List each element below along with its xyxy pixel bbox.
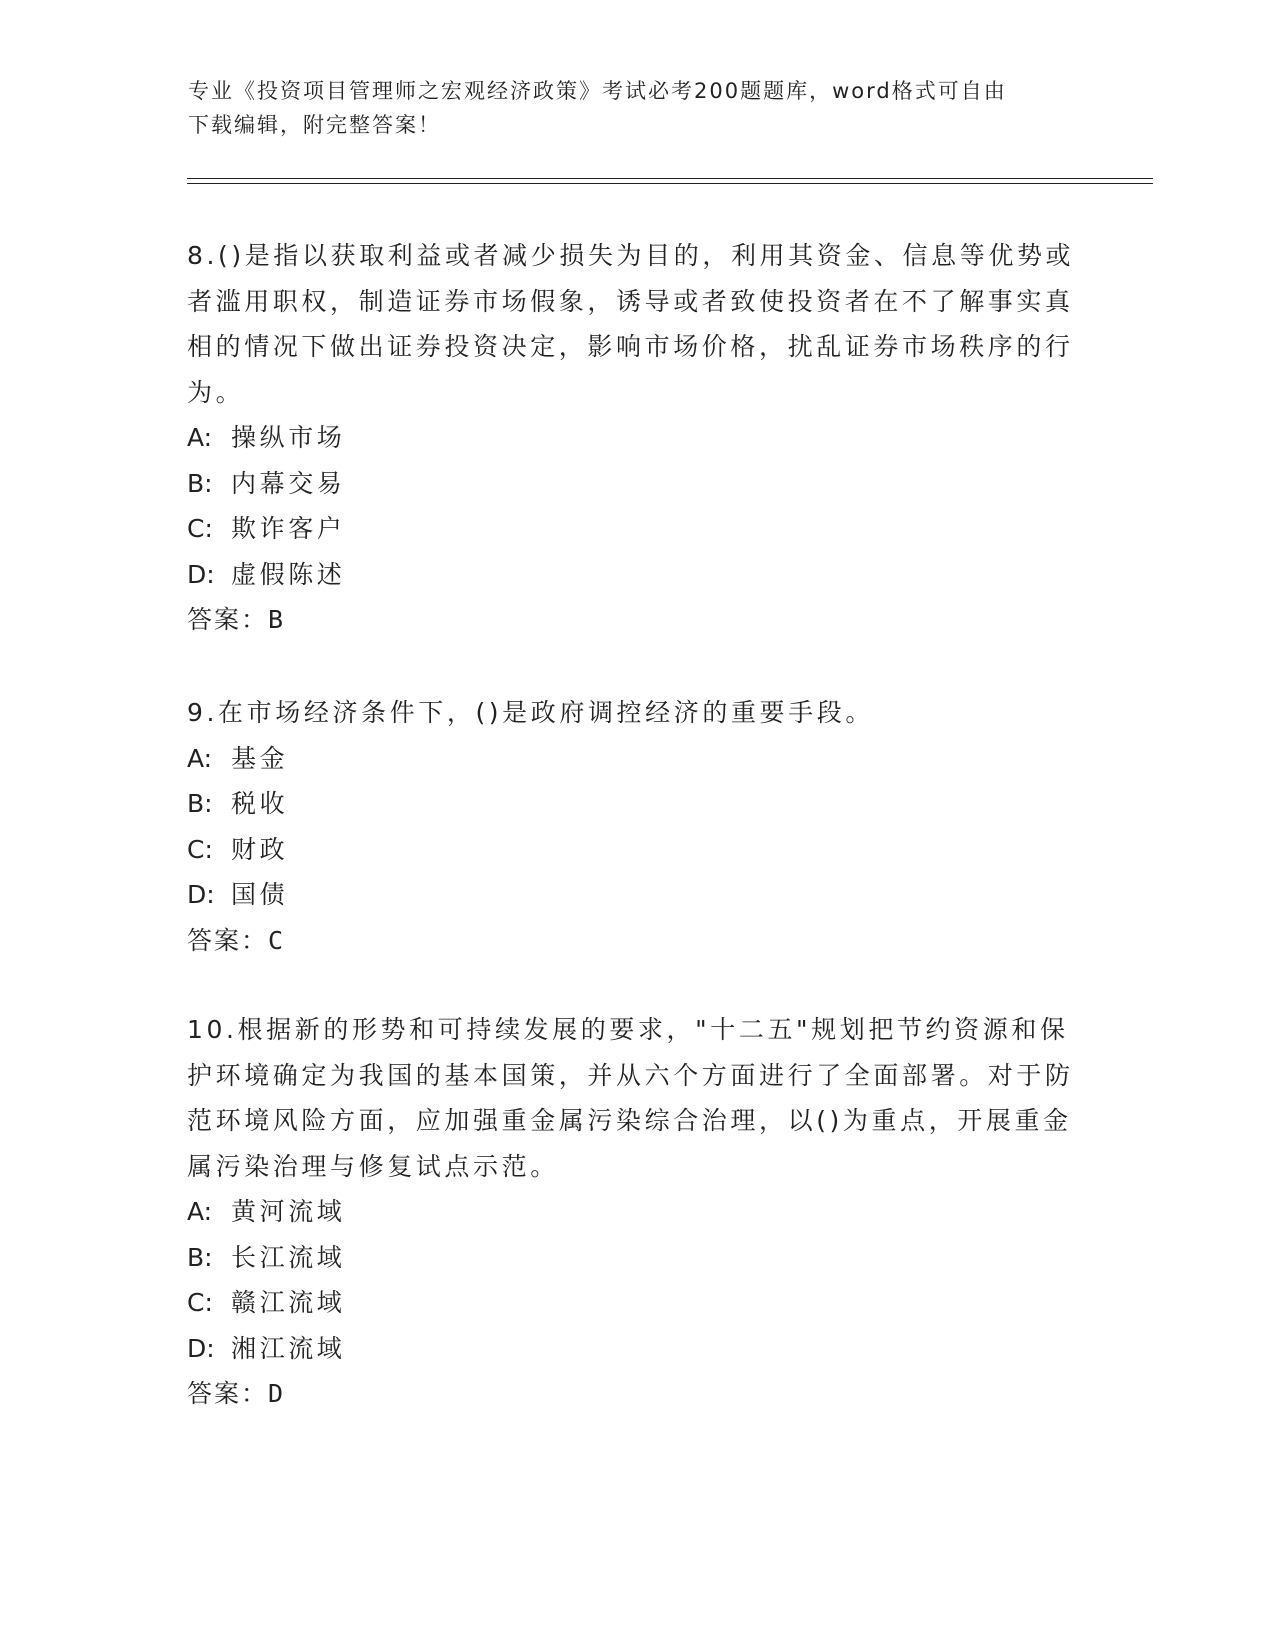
option-key: B: (187, 1242, 213, 1272)
option-text: 湘江流域 (231, 1333, 346, 1363)
option-c (187, 506, 1077, 552)
option-b (187, 781, 1077, 827)
option-text: 财政 (231, 834, 289, 864)
option-key: C: (187, 834, 213, 864)
option-text: 内幕交易 (231, 468, 346, 498)
option-key: D: (187, 1333, 215, 1363)
answer-value: B (268, 605, 284, 634)
option-key: C: (187, 514, 213, 543)
option-key: B: (187, 789, 213, 818)
answer-label: 答案： (187, 925, 269, 955)
option-text: 欺诈客户 (231, 514, 346, 543)
option-text: 基金 (231, 743, 289, 773)
option-key: D: (187, 880, 215, 909)
option-text: 赣江流域 (231, 1288, 346, 1317)
option-text: 操纵市场 (231, 423, 346, 452)
option-d (187, 1326, 1077, 1372)
option-text: 国债 (231, 880, 289, 909)
question-stem: 9.在市场经济条件下，()是政府调控经济的重要手段。 (187, 698, 874, 727)
question-stem: 8.()是指以获取利益或者减少损失为目的，利用其资金、信息等优势或者滥用职权，制造证券市场假象，诱导或者致使投资者在不了解事实真相的情况下做出证券投资决定，影响市场价格，扰乱证券市场秩序的行为。 (187, 241, 1075, 407)
answer-value: D (268, 1379, 284, 1408)
option-text: 虚假陈述 (231, 559, 346, 589)
header-divider-bottom (187, 183, 1153, 184)
header-line-1: 专业《投资项目管理师之宏观经济政策》考试必考200题题库，word格式可自由 (188, 79, 1007, 103)
option-key: A: (187, 743, 213, 773)
option-key: D: (187, 559, 215, 589)
answer-line (187, 597, 1077, 643)
option-a (187, 736, 1077, 782)
answer-value: C (268, 925, 284, 955)
option-key: B: (187, 468, 213, 498)
option-c (187, 827, 1077, 873)
option-b (187, 461, 1077, 507)
option-a (187, 415, 1077, 461)
header-divider-top (187, 178, 1153, 179)
option-text: 黄河流域 (231, 1197, 346, 1226)
answer-label: 答案： (187, 1379, 269, 1408)
answer-label: 答案： (187, 605, 269, 634)
option-a (187, 1189, 1077, 1235)
option-key: C: (187, 1288, 213, 1317)
option-d (187, 552, 1077, 598)
option-b (187, 1235, 1077, 1281)
answer-line (187, 1371, 1077, 1417)
header-line-2: 下载编辑，附完整答案！ (188, 113, 441, 137)
option-text: 长江流域 (231, 1242, 346, 1272)
question-9 (187, 690, 1077, 963)
option-key: A: (187, 423, 213, 452)
question-stem: 10.根据新的形势和可持续发展的要求，"十二五"规划把节约资源和保护环境确定为我国的基本国策，并从六个方面进行了全面部署。对于防范环境风险方面，应加强重金属污染综合治理，以()为重点，开展重金属污染治理与修复试点示范。 (187, 1015, 1074, 1181)
answer-line (187, 918, 1077, 964)
option-c (187, 1280, 1077, 1326)
question-10 (187, 1007, 1077, 1417)
document-header (188, 74, 1088, 142)
option-key: A: (187, 1197, 213, 1226)
option-text: 税收 (231, 789, 289, 818)
question-8 (187, 233, 1077, 643)
option-d (187, 872, 1077, 918)
